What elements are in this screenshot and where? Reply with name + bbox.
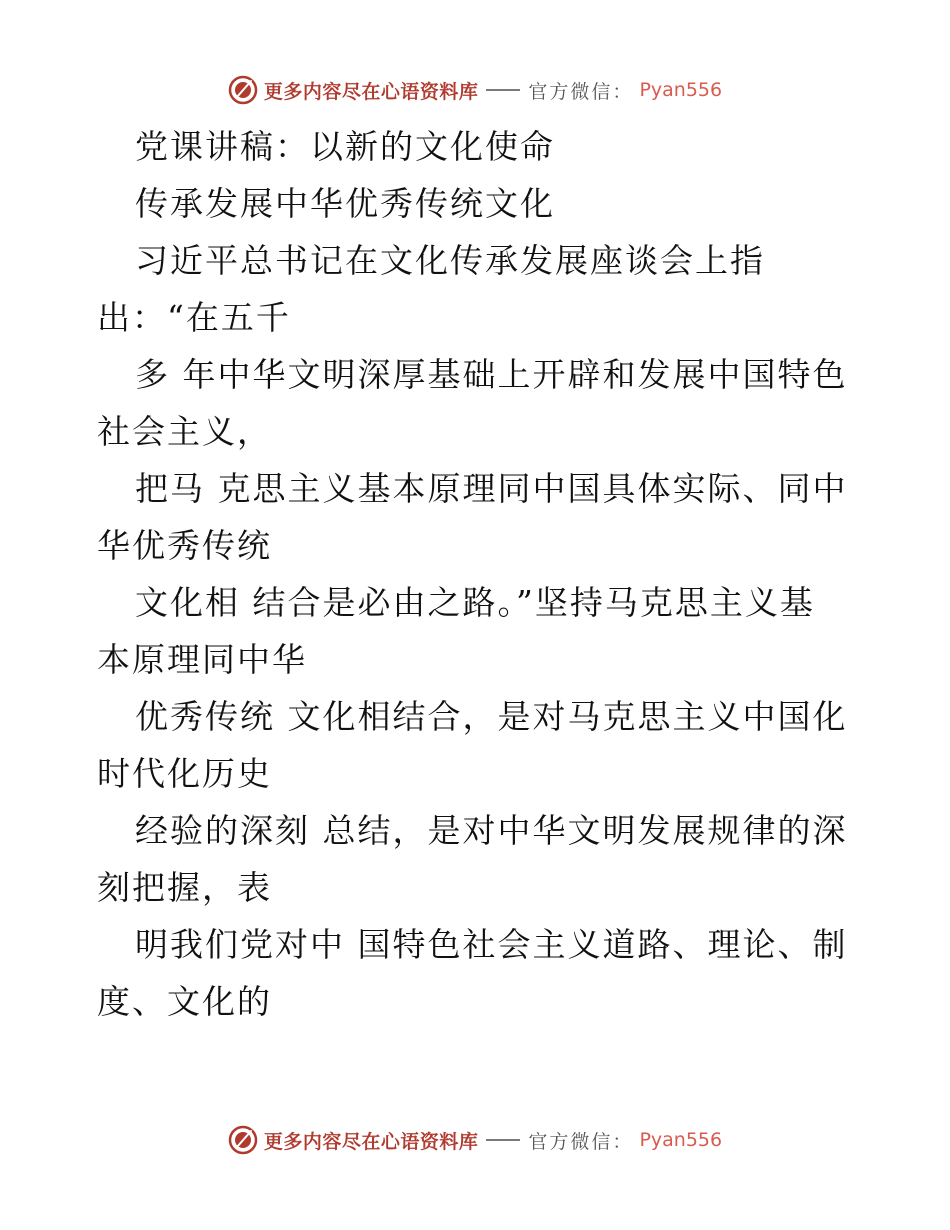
doc-line: 明我们党对中 国特色社会主义道路、理论、制 (135, 925, 848, 964)
footer-promo-text: 更多内容尽在心语资料库 (263, 1130, 479, 1153)
footer-banner (0, 1120, 950, 1160)
header-promo-text: 更多内容尽在心语资料库 (263, 80, 479, 103)
quill-seal-icon (228, 75, 258, 105)
doc-line: 传承发展中华优秀传统文化 (135, 184, 555, 223)
doc-line: 时代化历史 (97, 754, 272, 793)
quill-seal-icon (228, 1125, 258, 1155)
doc-line: 习近平总书记在文化传承发展座谈会上指 (135, 241, 765, 280)
doc-line: 党课讲稿：以新的文化使命 (135, 127, 555, 166)
header-banner (0, 70, 950, 110)
doc-line: 多 年中华文明深厚基础上开辟和发展中国特色 (135, 355, 848, 394)
header-wechat-id: Pyan556 (639, 79, 723, 101)
doc-line: 出：“在五千 (97, 298, 291, 337)
doc-line: 本原理同中华 (97, 640, 307, 679)
footer-wechat-label: 官方微信： (528, 1130, 634, 1153)
document-body (97, 118, 848, 1030)
header-dash (486, 89, 520, 91)
doc-line: 刻把握，表 (97, 868, 272, 907)
doc-line: 经验的深刻 总结，是对中华文明发展规律的深 (135, 811, 848, 850)
footer-dash (486, 1139, 520, 1141)
doc-line: 把马 克思主义基本原理同中国具体实际、同中 (135, 469, 848, 508)
doc-line: 社会主义， (97, 412, 272, 451)
doc-line: 优秀传统 文化相结合，是对马克思主义中国化 (135, 697, 848, 736)
doc-line: 文化相 结合是必由之路。”坚持马克思主义基 (135, 583, 815, 622)
footer-wechat-id: Pyan556 (639, 1129, 723, 1151)
header-wechat-label: 官方微信： (528, 80, 634, 103)
doc-line: 华优秀传统 (97, 526, 272, 565)
doc-line: 度、文化的 (97, 982, 272, 1021)
